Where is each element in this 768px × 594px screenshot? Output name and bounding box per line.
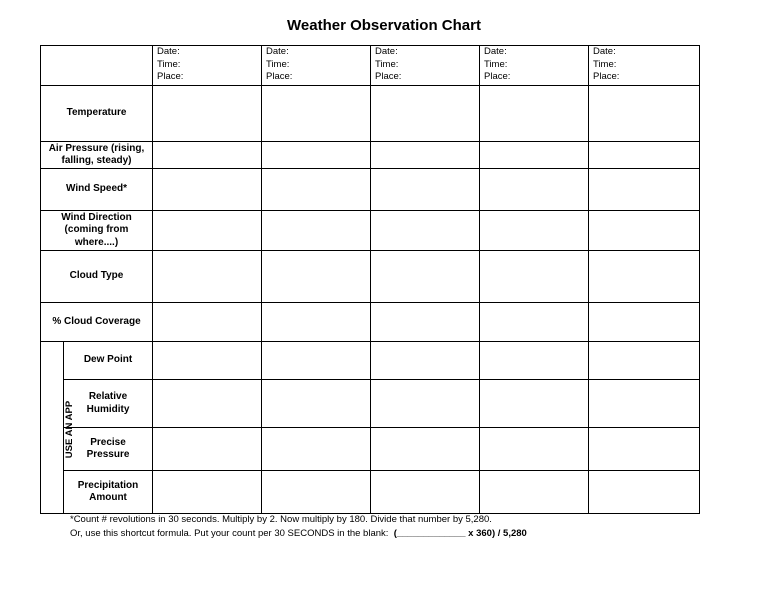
entry-cell[interactable] — [480, 211, 589, 251]
entry-cell[interactable] — [589, 211, 700, 251]
wind-direction-label-line: (coming from — [64, 224, 129, 236]
wind-direction-label — [41, 211, 153, 251]
place-label: Place: — [593, 71, 620, 82]
cloud-type-row — [41, 251, 700, 303]
entry-cell[interactable] — [153, 142, 262, 169]
cloud-coverage-row — [41, 303, 700, 342]
entry-cell[interactable] — [153, 251, 262, 303]
dew-point-label: Dew Point — [64, 342, 153, 380]
dew-point-row — [41, 342, 700, 380]
entry-cell[interactable] — [262, 380, 371, 428]
entry-cell[interactable] — [589, 471, 700, 514]
place-label: Place: — [484, 71, 511, 82]
time-label: Time: — [375, 58, 399, 70]
observation-header-3 — [371, 46, 480, 86]
observation-header-1 — [153, 46, 262, 86]
air-pressure-label — [41, 142, 153, 169]
date-label: Date: — [593, 46, 616, 57]
entry-cell[interactable] — [153, 169, 262, 211]
wind-speed-row — [41, 169, 700, 211]
relative-humidity-label-line: Humidity — [86, 403, 130, 415]
footnote-line-1: *Count # revolutions in 30 seconds. Multiply by 2. Now multiply by 180. Divide that number by 5,280. — [70, 514, 492, 525]
entry-cell[interactable] — [589, 169, 700, 211]
entry-cell[interactable] — [371, 303, 480, 342]
time-label: Time: — [157, 58, 181, 70]
entry-cell[interactable] — [480, 303, 589, 342]
cloud-coverage-label: % Cloud Coverage — [41, 303, 153, 342]
entry-cell[interactable] — [262, 169, 371, 211]
wind-direction-label-line: Wind Direction — [61, 211, 132, 223]
entry-cell[interactable] — [480, 380, 589, 428]
precipitation-label-line: Amount — [89, 492, 127, 503]
entry-cell[interactable] — [480, 251, 589, 303]
entry-cell[interactable] — [371, 342, 480, 380]
place-label: Place: — [266, 71, 293, 82]
air-pressure-label-line: falling, steady) — [61, 155, 132, 166]
date-label: Date: — [484, 46, 507, 57]
time-label: Time: — [266, 58, 290, 70]
footnote-line-2-text: Or, use this shortcut formula. Put your count per 30 SECONDS in the blank: — [70, 528, 389, 539]
entry-cell[interactable] — [480, 471, 589, 514]
entry-cell[interactable] — [371, 251, 480, 303]
place-label: Place: — [375, 71, 402, 82]
corner-cell — [41, 46, 153, 86]
entry-cell[interactable] — [262, 251, 371, 303]
entry-cell[interactable] — [153, 342, 262, 380]
date-label: Date: — [266, 46, 289, 57]
entry-cell[interactable] — [480, 86, 589, 142]
place-label: Place: — [157, 71, 184, 82]
entry-cell[interactable] — [371, 211, 480, 251]
entry-cell[interactable] — [153, 428, 262, 471]
entry-cell[interactable] — [589, 303, 700, 342]
entry-cell[interactable] — [480, 342, 589, 380]
precipitation-label-line: Precipitation — [77, 479, 139, 491]
observation-table — [40, 45, 700, 514]
entry-cell[interactable] — [589, 342, 700, 380]
air-pressure-label-line: Air Pressure (rising, — [48, 142, 145, 154]
entry-cell[interactable] — [480, 169, 589, 211]
entry-cell[interactable] — [262, 471, 371, 514]
entry-cell[interactable] — [371, 169, 480, 211]
time-label: Time: — [484, 58, 508, 70]
entry-cell[interactable] — [589, 428, 700, 471]
observation-header-5 — [589, 46, 700, 86]
entry-cell[interactable] — [480, 142, 589, 169]
entry-cell[interactable] — [262, 86, 371, 142]
wind-direction-label-line: where....) — [74, 236, 119, 248]
precise-pressure-label: Precise Pressure — [64, 428, 153, 471]
entry-cell[interactable] — [153, 471, 262, 514]
entry-cell[interactable] — [262, 342, 371, 380]
relative-humidity-row — [41, 380, 700, 428]
entry-cell[interactable] — [589, 251, 700, 303]
date-label: Date: — [157, 46, 180, 57]
entry-cell[interactable] — [153, 380, 262, 428]
relative-humidity-label — [64, 380, 153, 428]
entry-cell[interactable] — [153, 303, 262, 342]
entry-cell[interactable] — [262, 428, 371, 471]
wind-direction-row — [41, 211, 700, 251]
date-label: Date: — [375, 46, 398, 57]
entry-cell[interactable] — [153, 211, 262, 251]
use-an-app-group-label — [41, 342, 76, 514]
cloud-type-label: Cloud Type — [41, 251, 153, 303]
entry-cell[interactable] — [262, 211, 371, 251]
air-pressure-row — [41, 142, 700, 169]
entry-cell[interactable] — [589, 142, 700, 169]
use-an-app-text: USE AN APP — [64, 400, 76, 458]
entry-cell[interactable] — [371, 471, 480, 514]
entry-cell[interactable] — [589, 380, 700, 428]
entry-cell[interactable] — [371, 428, 480, 471]
entry-cell[interactable] — [262, 142, 371, 169]
entry-cell[interactable] — [262, 303, 371, 342]
entry-cell[interactable] — [371, 380, 480, 428]
observation-header-2 — [262, 46, 371, 86]
observation-header-4 — [480, 46, 589, 86]
page-title: Weather Observation Chart — [287, 17, 481, 34]
footnote-line-2 — [70, 527, 527, 541]
entry-cell[interactable] — [153, 86, 262, 142]
entry-cell[interactable] — [371, 142, 480, 169]
temperature-row — [41, 86, 700, 142]
precipitation-label — [64, 471, 153, 514]
header-row — [41, 46, 700, 86]
wind-speed-label: Wind Speed* — [41, 169, 153, 211]
footnote — [70, 513, 527, 541]
entry-cell[interactable] — [589, 86, 700, 142]
precise-pressure-row — [41, 428, 700, 471]
entry-cell[interactable] — [480, 428, 589, 471]
entry-cell[interactable] — [371, 86, 480, 142]
relative-humidity-label-line: Relative — [88, 391, 128, 402]
shortcut-formula: (_____________ x 360) / 5,280 — [393, 528, 527, 539]
temperature-label: Temperature — [41, 86, 153, 142]
time-label: Time: — [593, 58, 617, 70]
precipitation-row — [41, 471, 700, 514]
